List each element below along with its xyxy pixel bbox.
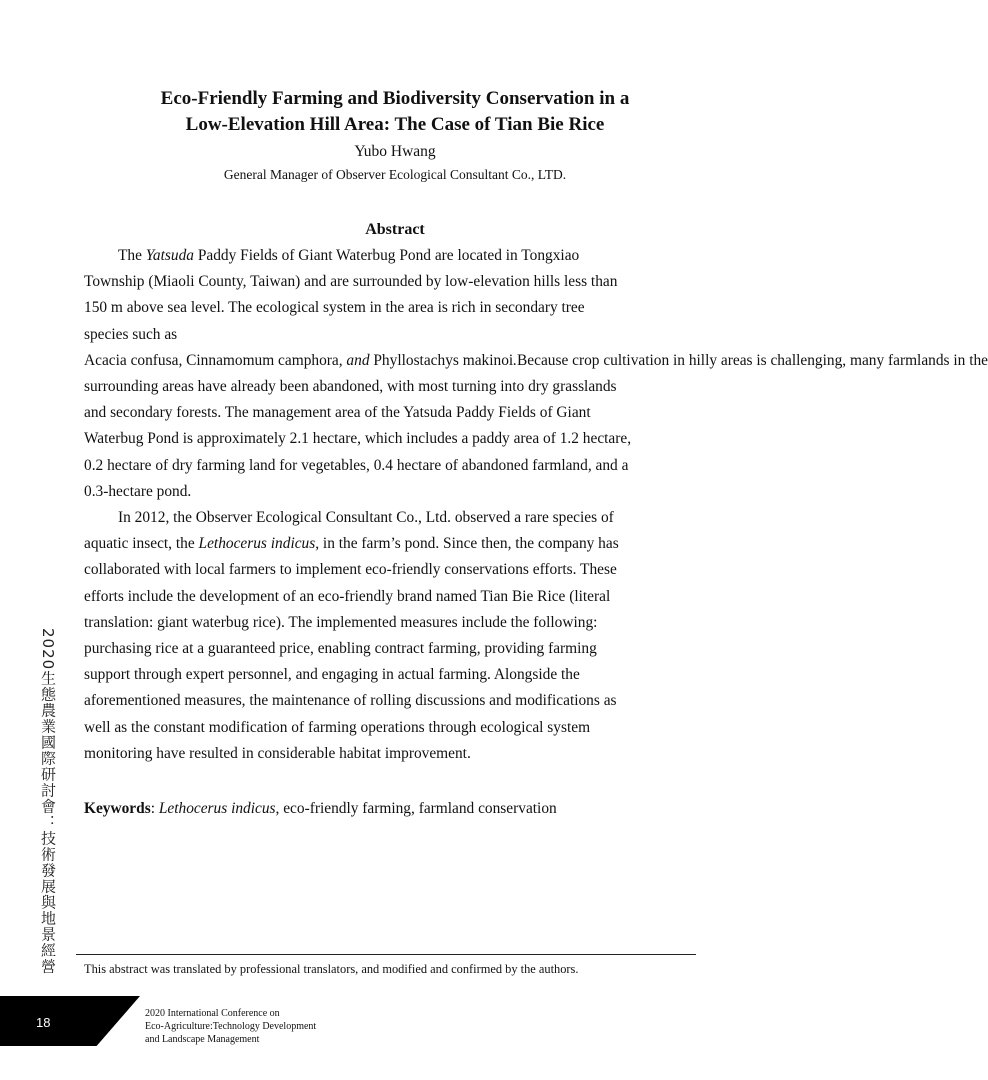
keywords: Keywords: Lethocerus indicus, eco-friendly farming, farmland conservation bbox=[84, 800, 557, 817]
abstract-line: Acacia confusa, Cinnamomum camphora, and Phyllostachys makinoi.Because crop cultivation in hilly areas is challenging, many farmlands in the bbox=[84, 351, 988, 369]
abstract-line: collaborated with local farmers to implement eco-friendly conservations efforts. These bbox=[84, 561, 617, 579]
keyword-species: Lethocerus indicus bbox=[158, 800, 276, 817]
keywords-rest: , eco-friendly farming, farmland conservation bbox=[275, 800, 557, 817]
abstract-line: Township (Miaoli County, Taiwan) and are surrounded by low-elevation hills less than bbox=[84, 273, 618, 291]
abstract-line: 0.3-hectare pond. bbox=[84, 482, 192, 500]
abstract-line: Waterbug Pond is approximately 2.1 hectare, which includes a paddy area of 1.2 hectare, bbox=[84, 430, 632, 448]
abstract-line: purchasing rice at a guaranteed price, enabling contract farming, providing farming bbox=[84, 640, 597, 658]
abstract-line: support through expert personnel, and engaging in actual farming. Alongside the bbox=[84, 666, 580, 684]
footnote-divider bbox=[76, 954, 696, 955]
abstract-line: and secondary forests. The management area of the Yatsuda Paddy Fields of Giant bbox=[84, 404, 591, 422]
paper-title bbox=[84, 86, 706, 138]
abstract-heading: Abstract bbox=[365, 221, 425, 238]
title-line-1: Eco-Friendly Farming and Biodiversity Conservation in a bbox=[160, 88, 630, 109]
abstract-line: In 2012, the Observer Ecological Consultant Co., Ltd. observed a rare species of bbox=[118, 509, 614, 527]
author-name: Yubo Hwang bbox=[354, 143, 436, 160]
abstract-line: translation: giant waterbug rice). The implemented measures include the following: bbox=[84, 613, 598, 631]
conference-sidebar-title: 2020生態農業國際研討會：技術發展與地景經營 bbox=[39, 628, 57, 975]
abstract-line: species such as bbox=[84, 325, 178, 343]
page-number-badge bbox=[0, 996, 140, 1046]
abstract-line: aforementioned measures, the maintenance of rolling discussions and modifications as bbox=[84, 692, 617, 710]
abstract-body bbox=[84, 243, 988, 767]
abstract-line: monitoring have resulted in considerable habitat improvement. bbox=[84, 744, 471, 762]
abstract-line: surrounding areas have already been abandoned, with most turning into dry grasslands bbox=[84, 378, 617, 396]
page-number: 18 bbox=[36, 1015, 51, 1030]
title-line-2: Low-Elevation Hill Area: The Case of Tian Bie Rice bbox=[185, 114, 605, 135]
abstract-line: 150 m above sea level. The ecological system in the area is rich in secondary tree bbox=[84, 299, 585, 317]
abstract-line: well as the constant modification of farming operations through ecological system bbox=[84, 718, 591, 736]
footnote: This abstract was translated by professional translators, and modified and confirmed by the authors. bbox=[84, 962, 579, 976]
abstract-line: 0.2 hectare of dry farming land for vegetables, 0.4 hectare of abandoned farmland, and a bbox=[84, 456, 629, 474]
conference-footer: 2020 International Conference on Eco-Agriculture:Technology Development and Landscape Management bbox=[145, 1008, 317, 1045]
abstract-line: efforts include the development of an eco-friendly brand named Tian Bie Rice (literal bbox=[84, 587, 611, 605]
keywords-label: Keywords bbox=[84, 800, 151, 817]
abstract-line: aquatic insect, the Lethocerus indicus, in the farm’s pond. Since then, the company has bbox=[84, 535, 619, 553]
abstract-line: The Yatsuda Paddy Fields of Giant Waterbug Pond are located in Tongxiao bbox=[118, 247, 580, 264]
author-affiliation: General Manager of Observer Ecological Consultant Co., LTD. bbox=[223, 167, 567, 182]
